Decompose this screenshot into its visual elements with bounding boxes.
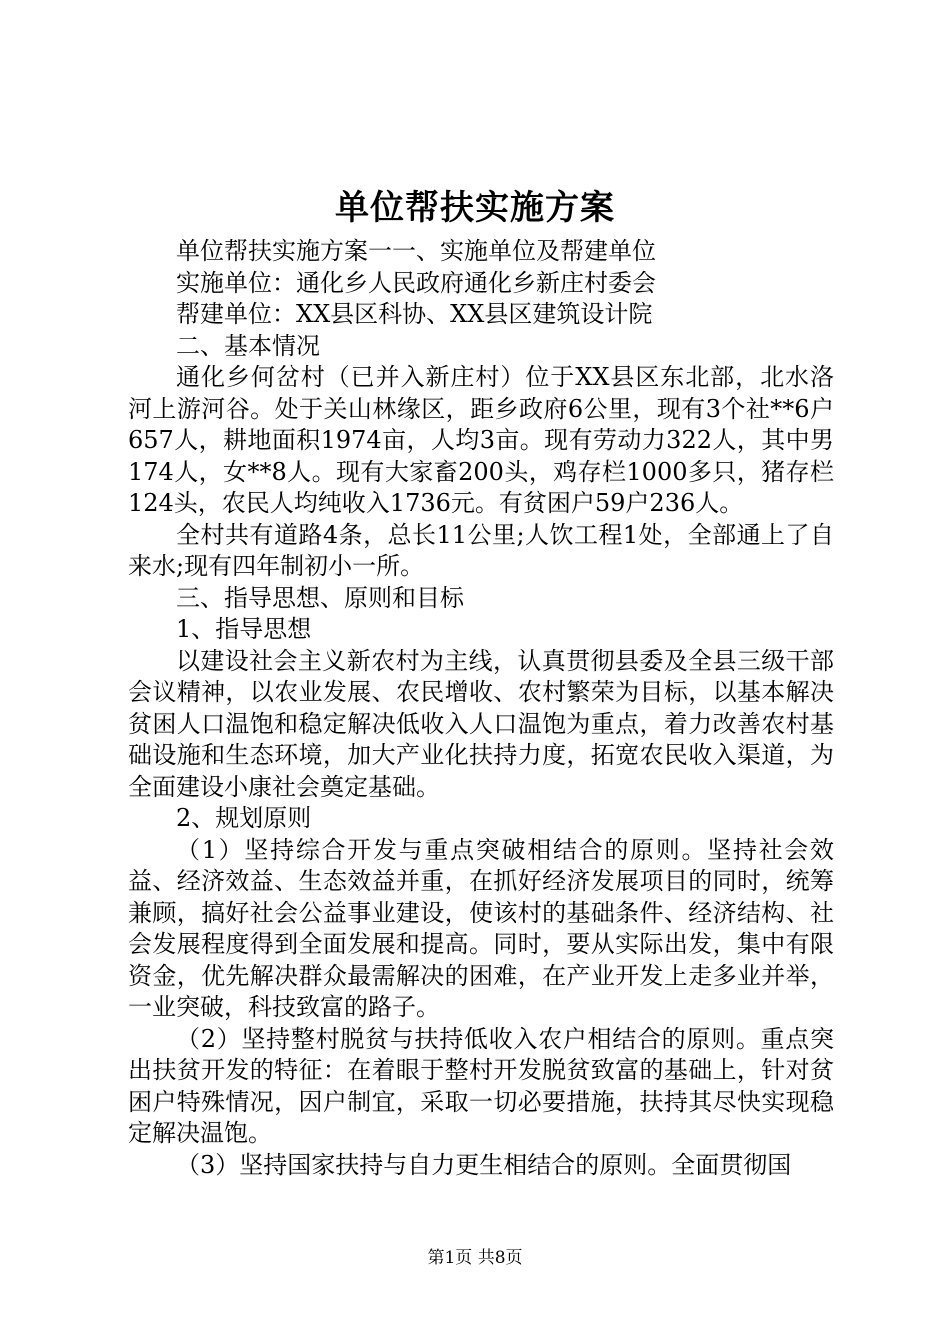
document-body: [128, 236, 834, 1181]
paragraph: （1）坚持综合开发与重点突破相结合的原则。坚持社会效益、经济效益、生态效益并重，在抓好经济发展项目的同时，统筹兼顾，搞好社会公益事业建设，使该村的基础条件、经济结构、社会发展程度得到全面发展和提高。同时，要从实际出发，集中有限资金，优先解决群众最需解决的困难，在产业开发上走多业并举，一业突破，科技致富的路子。: [128, 835, 834, 1021]
subsection-heading: 1、指导思想: [176, 615, 312, 643]
paragraph: 通化乡何岔村（已并入新庄村）位于XX县区东北部，北水洛河上游河谷。处于关山林缘区，距乡政府6公里，现有3个社**6户657人，耕地面积1974亩，人均3亩。现有劳动力322人，其中男174人，女**8人。现有大家畜200头，鸡存栏1000多只，猪存栏124头，农民人均纯收入1736元。有贫困户59户236人。: [128, 363, 834, 517]
paragraph: 以建设社会主义新农村为主线，认真贯彻县委及全县三级干部会议精神，以农业发展、农民增收、农村繁荣为目标，以基本解决贫困人口温饱和稳定解决低收入人口温饱为重点，着力改善农村基础设施和生态环境，加大产业化扶持力度，拓宽农民收入渠道，为全面建设小康社会奠定基础。: [128, 646, 834, 801]
subsection-heading: 2、规划原则: [176, 804, 312, 832]
paragraph: 单位帮扶实施方案一一、实施单位及帮建单位: [176, 237, 656, 265]
paragraph: 全村共有道路4条，总长11公里;人饮工程1处，全部通上了自来水;现有四年制初小一所。: [128, 520, 834, 580]
page-number-footer: 第1页 共8页: [427, 1248, 523, 1268]
paragraph: 帮建单位：XX县区科协、XX县区建筑设计院: [176, 300, 653, 328]
paragraph: （2）坚持整村脱贫与扶持低收入农户相结合的原则。重点突出扶贫开发的特征：在着眼于整村开发脱贫致富的基础上，针对贫困户特殊情况，因户制宜，采取一切必要措施，扶持其尽快实现稳定解决温饱。: [128, 1024, 834, 1147]
paragraph: 实施单位：通化乡人民政府通化乡新庄村委会: [176, 268, 656, 297]
section-heading: 三、指导思想、原则和目标: [176, 583, 464, 612]
document-title: 单位帮扶实施方案: [335, 188, 615, 228]
paragraph: （3）坚持国家扶持与自力更生相结合的原则。全面贯彻国: [176, 1150, 792, 1179]
section-heading: 二、基本情况: [176, 331, 320, 360]
